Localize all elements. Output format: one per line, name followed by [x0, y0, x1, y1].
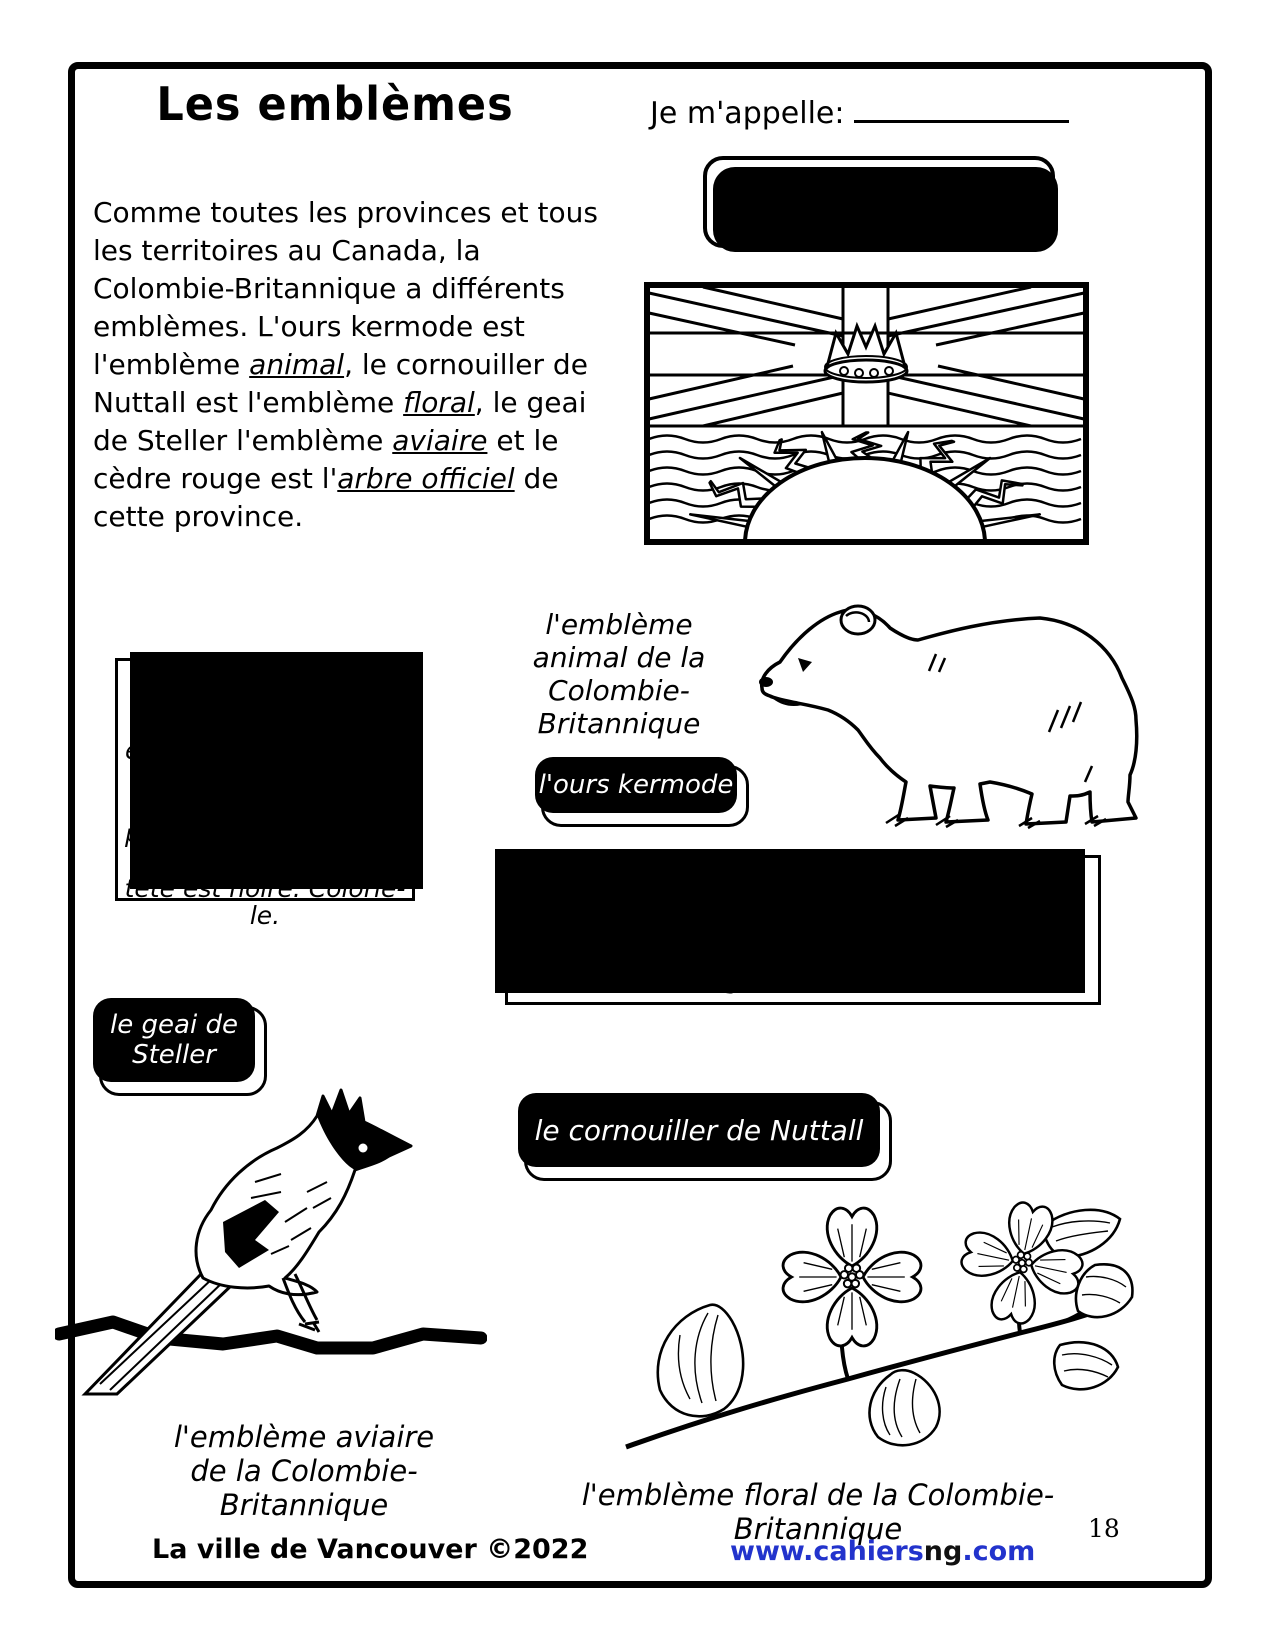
emblem-arbre-word: arbre officiel [337, 462, 515, 495]
site-text-post: .com [962, 1536, 1036, 1567]
jay-fact-box: Le geai de Steller a été choisi comme emblème aviaire de la Colombie-Britannique en 1987. Son plumage est d'un bleu éclatant et noir. Sa tête est noire. Colorie-le. [115, 658, 415, 901]
flower-1 [783, 1208, 921, 1346]
bc-flag-line-art [643, 281, 1090, 546]
leaves [658, 1210, 1133, 1445]
emblem-floral-word: floral [403, 386, 475, 419]
tail [85, 1272, 233, 1394]
site-text-mid: ng [923, 1536, 963, 1567]
emblem-aviaire-word: aviaire [392, 424, 488, 457]
intro-text-1: Comme toutes les provinces et tous les territoires au Canada, la Colombie-Britannique a différents emblèmes. L'ours kermode est l'emblème [93, 196, 598, 381]
name-blank-field[interactable] [854, 98, 1069, 124]
intro-text-5: de cette province. [93, 462, 559, 533]
body [196, 1090, 411, 1295]
dogwood-line-art [590, 1165, 1138, 1457]
intro-paragraph [93, 194, 625, 536]
kermode-fact-box: L'ours kermode est une forme “blanche” de l'ours noir. D'habitude, ses yeux et son nez sont de couleur brune et son pelage a des tons de beige ou de crème. Colorie-le. [505, 855, 1101, 1005]
animal-caption: l'emblème animal de la Colombie-Britannique [532, 608, 706, 740]
branch [59, 1322, 481, 1348]
intro-text-4: et le cèdre rouge est l' [93, 424, 559, 495]
aviaire-caption: l'emblème aviaire de la Colombie-Britannique [173, 1420, 435, 1522]
footer-credit: La ville de Vancouver ©2022 [152, 1534, 589, 1565]
intro-text-3: , le geai de Steller l'emblème [93, 386, 587, 457]
steller-jay-line-art [55, 1072, 487, 1404]
intro-text-2: , le cornouiller de Nuttall est l'emblème [93, 348, 588, 419]
footer-website-link[interactable] [730, 1536, 1035, 1567]
name-prompt-label: Je m'appelle: [650, 96, 845, 131]
kermode-bear-line-art [740, 570, 1168, 845]
emblem-animal-word: animal [249, 348, 345, 381]
flag-instruction-box: Colorie le drapeau de la Colombie-Britannique. [703, 156, 1055, 248]
page-number: 18 [1088, 1514, 1120, 1543]
floral-caption: l'emblème floral de la Colombie-Britannique [581, 1478, 1055, 1546]
dogwood-label-badge: le cornouiller de Nuttall [518, 1093, 880, 1167]
kermode-label-badge: l'ours kermode [535, 757, 737, 813]
name-line [650, 96, 1069, 131]
site-text-pre: www.cahiers [730, 1536, 924, 1567]
page-title: Les emblèmes [156, 78, 514, 132]
jay-label-badge: le geai de Steller [93, 998, 255, 1082]
